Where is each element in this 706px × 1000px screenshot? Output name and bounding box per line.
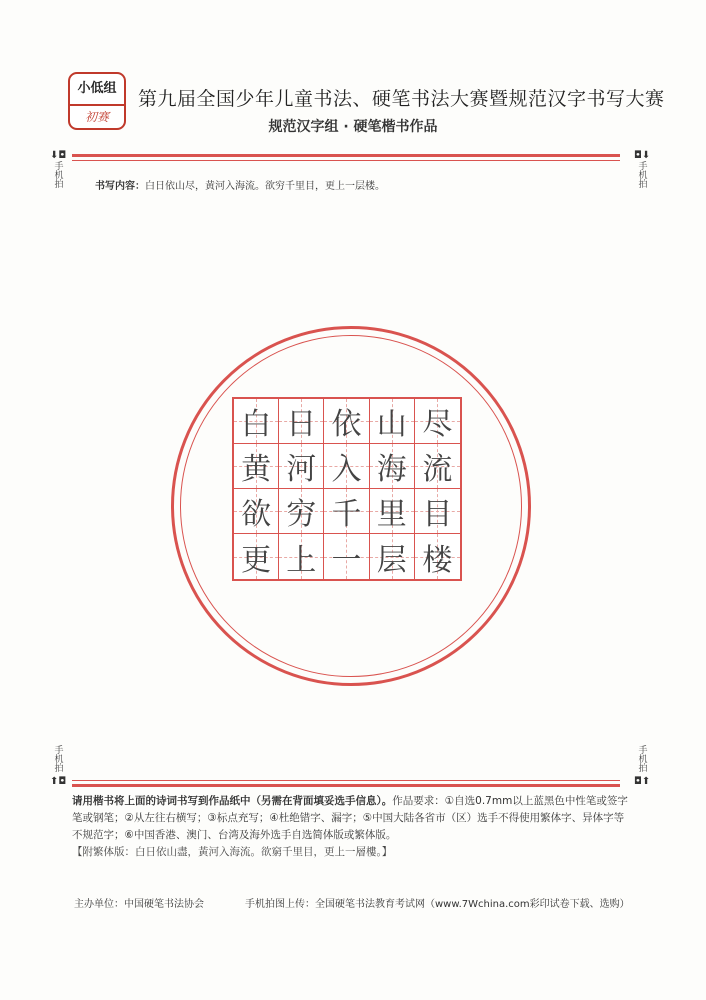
instructions-body: 作品要求：①自选0.7mm以上蓝黑色中性笔或签字笔或钢笔；②从左往右横写；③标点充写；④杜绝错字、漏字；⑤中国大陆各省市（区）选手不得使用繁体字、异体字等不规范字；⑥中国香港、澳门、台湾及海外选手自选简体版或繁体版。	[72, 795, 628, 841]
camera-icon: ⬆◘	[50, 776, 67, 787]
grid-cell: 上	[279, 534, 324, 579]
top-divider-thin	[72, 160, 620, 161]
side-label-bottom-right: 手机拍 ◘⬆	[634, 745, 651, 787]
bottom-divider	[72, 784, 620, 787]
organizer: 主办单位：中国硬笔书法协会	[74, 899, 204, 910]
group-badge-bottom: 初赛	[84, 110, 109, 124]
grid-cell: 千	[324, 489, 369, 534]
side-label-top-right: ◘⬇ 手机拍	[634, 150, 651, 188]
grid-cell: 楼	[415, 534, 460, 579]
grid-cell: 依	[324, 399, 369, 444]
grid-cell: 穷	[279, 489, 324, 534]
grid-cell: 尽	[415, 399, 460, 444]
grid-cell: 山	[370, 399, 415, 444]
writing-grid	[232, 397, 462, 581]
side-label-top-left: ⬇◘ 手机拍	[50, 150, 67, 188]
writing-content	[95, 177, 385, 192]
bottom-divider-thin	[72, 780, 620, 781]
grid-cell: 层	[370, 534, 415, 579]
content-label: 书写内容：	[95, 181, 145, 192]
camera-icon: ◘⬆	[634, 776, 651, 787]
grid-cell: 黄	[234, 444, 279, 489]
camera-icon: ⬇◘	[50, 150, 67, 161]
instructions-lead: 请用楷书将上面的诗词书写到作品纸中（另需在背面填妥选手信息）。	[72, 795, 393, 807]
grid-cell: 更	[234, 534, 279, 579]
grid-cell: 流	[415, 444, 460, 489]
grid-cell: 入	[324, 444, 369, 489]
content-text: 白日依山尽，黄河入海流。欲穷千里目，更上一层楼。	[145, 181, 385, 192]
grid-cell: 一	[324, 534, 369, 579]
grid-cell: 目	[415, 489, 460, 534]
page-title: 第九届全国少年儿童书法、硬笔书法大赛暨规范汉字书写大赛	[138, 88, 665, 110]
grid-cell: 里	[370, 489, 415, 534]
upload-note: 手机拍图上传：全国硬笔书法教育考试网（www.7Wchina.com彩印试卷下载、选购）	[245, 899, 630, 910]
traditional-version: 【附繁体版：白日依山盡，黃河入海流。欲窮千里目，更上一層樓。】	[72, 846, 393, 858]
grid-cell: 日	[279, 399, 324, 444]
grid-cell: 白	[234, 399, 279, 444]
grid-cell: 海	[370, 444, 415, 489]
camera-icon: ◘⬇	[634, 150, 651, 161]
top-divider	[72, 154, 620, 157]
side-label-bottom-left: 手机拍 ⬆◘	[50, 745, 67, 787]
grid-cell: 河	[279, 444, 324, 489]
grid-cell: 欲	[234, 489, 279, 534]
instructions	[72, 793, 628, 861]
group-badge-top: 小低组	[70, 74, 124, 106]
page-subtitle: 规范汉字组 · 硬笔楷书作品	[268, 119, 438, 135]
